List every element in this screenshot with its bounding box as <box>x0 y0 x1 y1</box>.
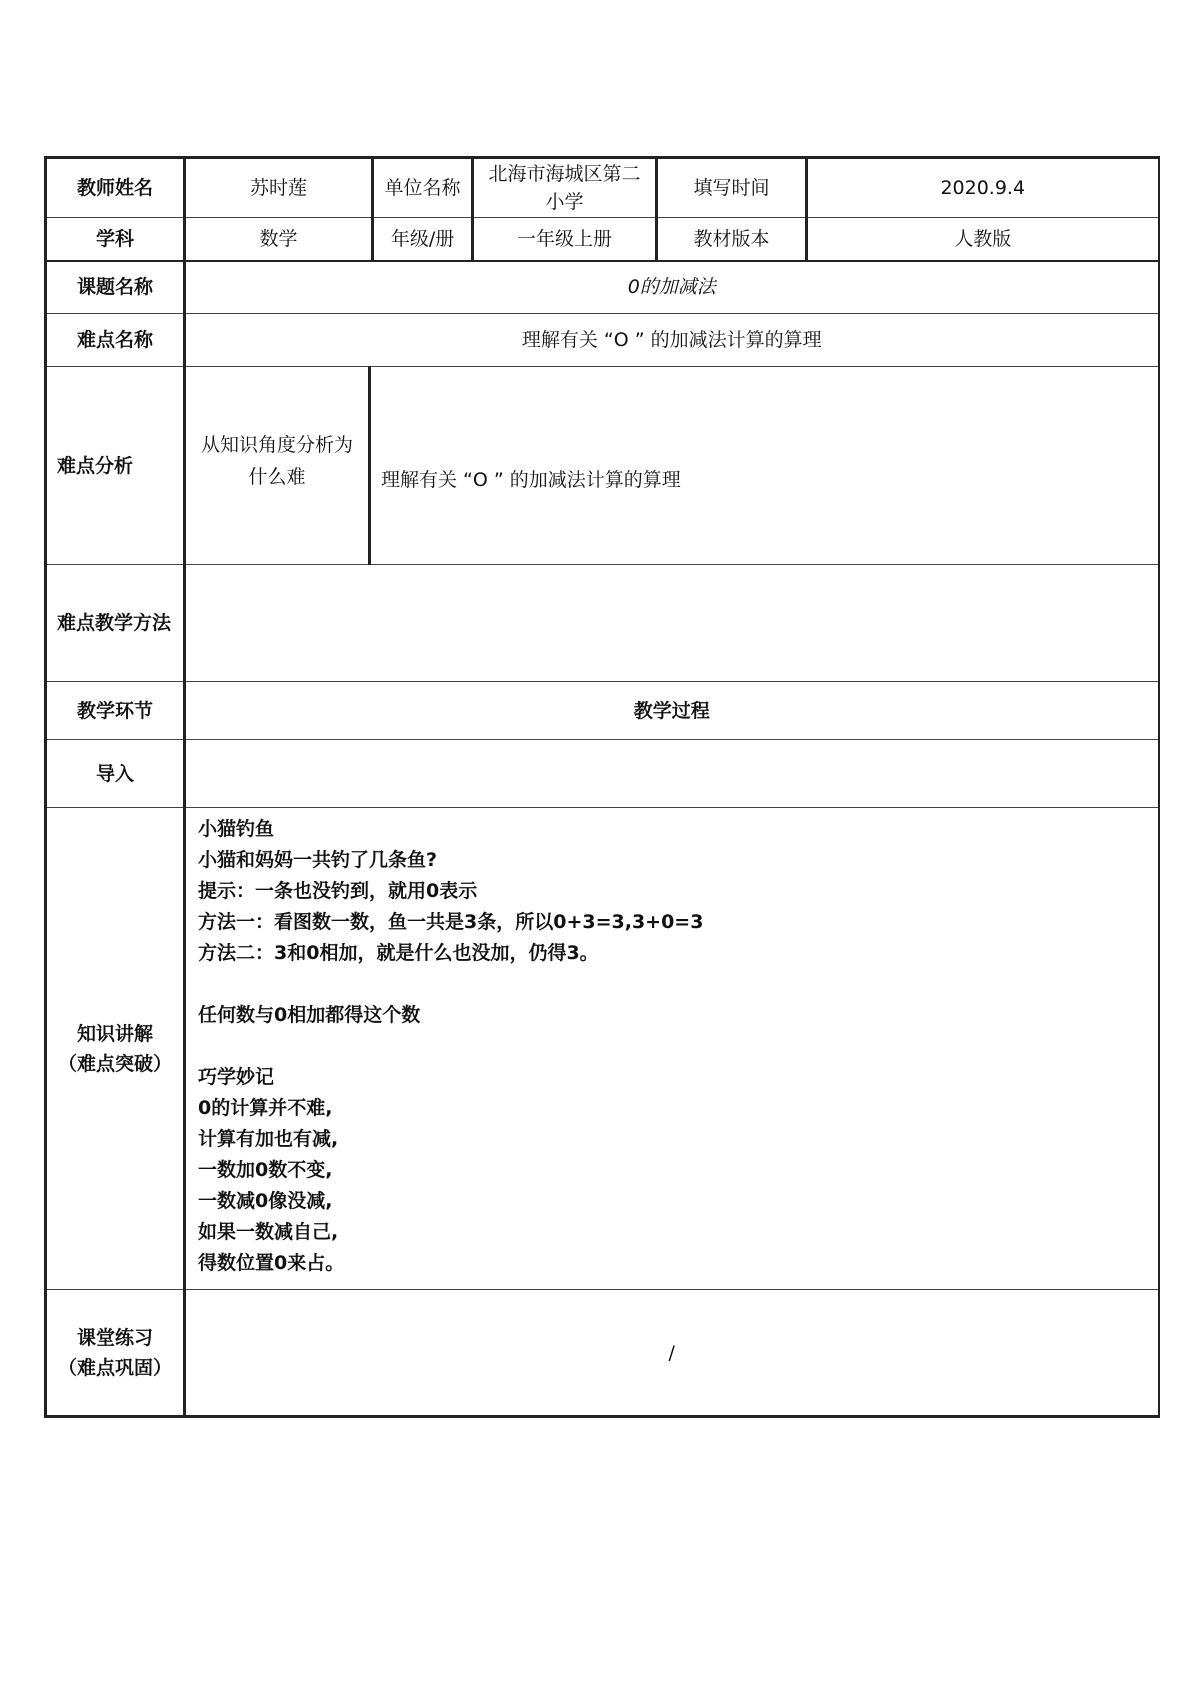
method-label: 难点教学方法 <box>46 565 185 682</box>
knowledge-line <box>198 1031 1146 1062</box>
practice-label <box>46 1290 185 1417</box>
knowledge-line: 得数位置0来占。 <box>198 1252 345 1274</box>
practice-row <box>46 1290 1159 1417</box>
intro-row <box>46 740 1159 808</box>
knowledge-line: 提示：一条也没钓到，就用0表示 <box>198 880 478 902</box>
topic-value: 0的加减法 <box>185 261 1159 314</box>
difficulty-label: 难点名称 <box>46 314 185 367</box>
method-value <box>185 565 1159 682</box>
knowledge-line: 计算有加也有减, <box>198 1128 339 1150</box>
header-row-1 <box>46 158 1159 218</box>
intro-label: 导入 <box>46 740 185 808</box>
knowledge-line: 如果一数减自己, <box>198 1221 339 1243</box>
topic-label: 课题名称 <box>46 261 185 314</box>
subject-value: 数学 <box>185 218 373 261</box>
practice-label-line2: （难点巩固） <box>57 1356 172 1379</box>
knowledge-row <box>46 808 1159 1290</box>
knowledge-label-line1: 知识讲解 <box>76 1022 153 1045</box>
analysis-label: 难点分析 <box>46 367 185 565</box>
analysis-value: 理解有关 “O ” 的加减法计算的算理 <box>370 367 1159 565</box>
knowledge-label <box>46 808 185 1290</box>
teacher-label: 教师姓名 <box>46 158 185 218</box>
method-row <box>46 565 1159 682</box>
analysis-sub-label: 从知识角度分析为什么难 <box>200 433 353 488</box>
knowledge-line: 方法一：看图数一数，鱼一共是3条，所以0+3=3,3+0=3 <box>198 911 704 933</box>
knowledge-line: 任何数与0相加都得这个数 <box>198 1004 421 1026</box>
difficulty-value: 理解有关 “O ” 的加减法计算的算理 <box>185 314 1159 367</box>
practice-label-line1: 课堂练习 <box>76 1326 153 1349</box>
date-label: 填写时间 <box>657 158 807 218</box>
knowledge-line: 一数减0像没减, <box>198 1190 333 1212</box>
knowledge-line: 巧学妙记 <box>198 1066 275 1088</box>
unit-value: 北海市海城区第二小学 <box>488 163 641 213</box>
knowledge-label-line2: （难点突破） <box>57 1052 172 1075</box>
difficulty-row <box>46 314 1159 367</box>
date-value: 2020.9.4 <box>807 158 1159 218</box>
grade-value: 一年级上册 <box>473 218 657 261</box>
subject-label: 学科 <box>46 218 185 261</box>
process-row <box>46 682 1159 740</box>
knowledge-line <box>198 969 1146 1000</box>
knowledge-content <box>185 808 1159 1290</box>
knowledge-line: 小猫钓鱼 <box>198 818 275 840</box>
edition-label: 教材版本 <box>657 218 807 261</box>
analysis-row <box>46 367 1159 565</box>
edition-value: 人教版 <box>807 218 1159 261</box>
header-row-2 <box>46 218 1159 261</box>
lesson-plan-table <box>44 156 1160 1418</box>
teacher-value: 苏时莲 <box>185 158 373 218</box>
process-value: 教学过程 <box>185 682 1159 740</box>
process-label: 教学环节 <box>46 682 185 740</box>
grade-label: 年级/册 <box>373 218 473 261</box>
knowledge-line: 0的计算并不难, <box>198 1097 333 1119</box>
knowledge-line: 一数加0数不变, <box>198 1159 333 1181</box>
intro-value <box>185 740 1159 808</box>
unit-label: 单位名称 <box>373 158 473 218</box>
knowledge-line: 方法二：3和0相加，就是什么也没加，仍得3。 <box>198 942 599 964</box>
knowledge-line: 小猫和妈妈一共钓了几条鱼? <box>198 849 438 871</box>
topic-row <box>46 261 1159 314</box>
practice-value: / <box>185 1290 1159 1417</box>
